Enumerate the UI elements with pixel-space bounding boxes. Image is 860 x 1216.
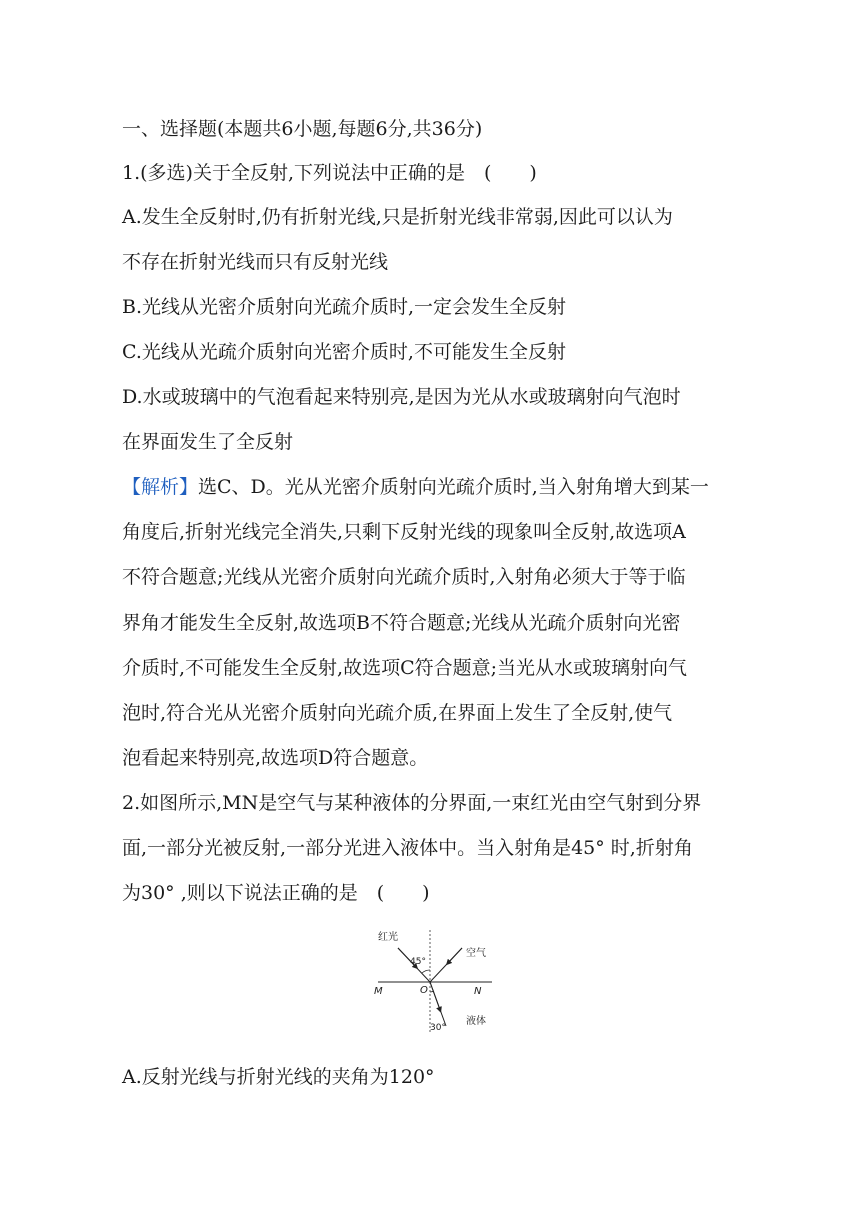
q1-option-a-line2: 不存在折射光线而只有反射光线: [122, 251, 389, 273]
incident-angle-arc: [422, 970, 430, 973]
analysis-text-line1: 选C、D。光从光密介质射向光疏介质时,当入射角增大到某一: [198, 476, 709, 498]
q1-option-b: B.光线从光密介质射向光疏介质时,一定会发生全反射: [122, 296, 567, 318]
refraction-diagram-svg: [370, 926, 510, 1036]
analysis-line2: 角度后,折射光线完全消失,只剩下反射光线的现象叫全反射,故选项A: [122, 521, 686, 543]
question-2-stem-line3: 为30° ,则以下说法正确的是 ( ): [122, 882, 430, 904]
question-2-stem-line1: 2.如图所示,MN是空气与某种液体的分界面,一束红光由空气射到分界: [122, 792, 702, 814]
label-refraction-angle: 30°: [430, 1023, 446, 1033]
analysis-line3: 不符合题意;光线从光密介质射向光疏介质时,入射角必须大于等于临: [122, 566, 686, 588]
label-air: 空气: [466, 948, 486, 959]
label-red-light: 红光: [378, 932, 398, 943]
q1-option-c: C.光线从光疏介质射向光密介质时,不可能发生全反射: [122, 341, 566, 363]
label-m: M: [374, 986, 383, 997]
question-2-stem-line2: 面,一部分光被反射,一部分光进入液体中。当入射角是45° 时,折射角: [122, 837, 693, 859]
question-1-stem: 1.(多选)关于全反射,下列说法中正确的是 ( ): [122, 162, 537, 184]
refracted-ray-arrow: [430, 982, 440, 1010]
analysis-tag: 【解析】: [122, 476, 199, 498]
section-header: 一、选择题(本题共6小题,每题6分,共36分): [122, 118, 483, 140]
q1-option-a-line1: A.发生全反射时,仍有折射光线,只是折射光线非常弱,因此可以认为: [122, 206, 673, 228]
refraction-diagram: [370, 926, 510, 1036]
label-n: N: [474, 986, 482, 997]
q1-option-d-line1: D.水或玻璃中的气泡看起来特别亮,是因为光从水或玻璃射向气泡时: [122, 386, 681, 408]
analysis-line4: 界角才能发生全反射,故选项B不符合题意;光线从光疏介质射向光密: [122, 612, 681, 634]
analysis-line6: 泡时,符合光从光密介质射向光疏介质,在界面上发生了全反射,使气: [122, 702, 673, 724]
reflected-ray-arrow: [448, 948, 462, 963]
analysis-line5: 介质时,不可能发生全反射,故选项C符合题意;当光从水或玻璃射向气: [122, 657, 688, 679]
q1-option-d-line2: 在界面发生了全反射: [122, 431, 294, 453]
analysis-line7: 泡看起来特别亮,故选项D符合题意。: [122, 747, 429, 769]
q2-option-a: A.反射光线与折射光线的夹角为120°: [122, 1066, 435, 1088]
analysis-line1: [122, 475, 709, 499]
label-o: O: [420, 985, 428, 996]
label-liquid: 液体: [466, 1016, 486, 1027]
label-incident-angle: 45°: [410, 957, 426, 967]
